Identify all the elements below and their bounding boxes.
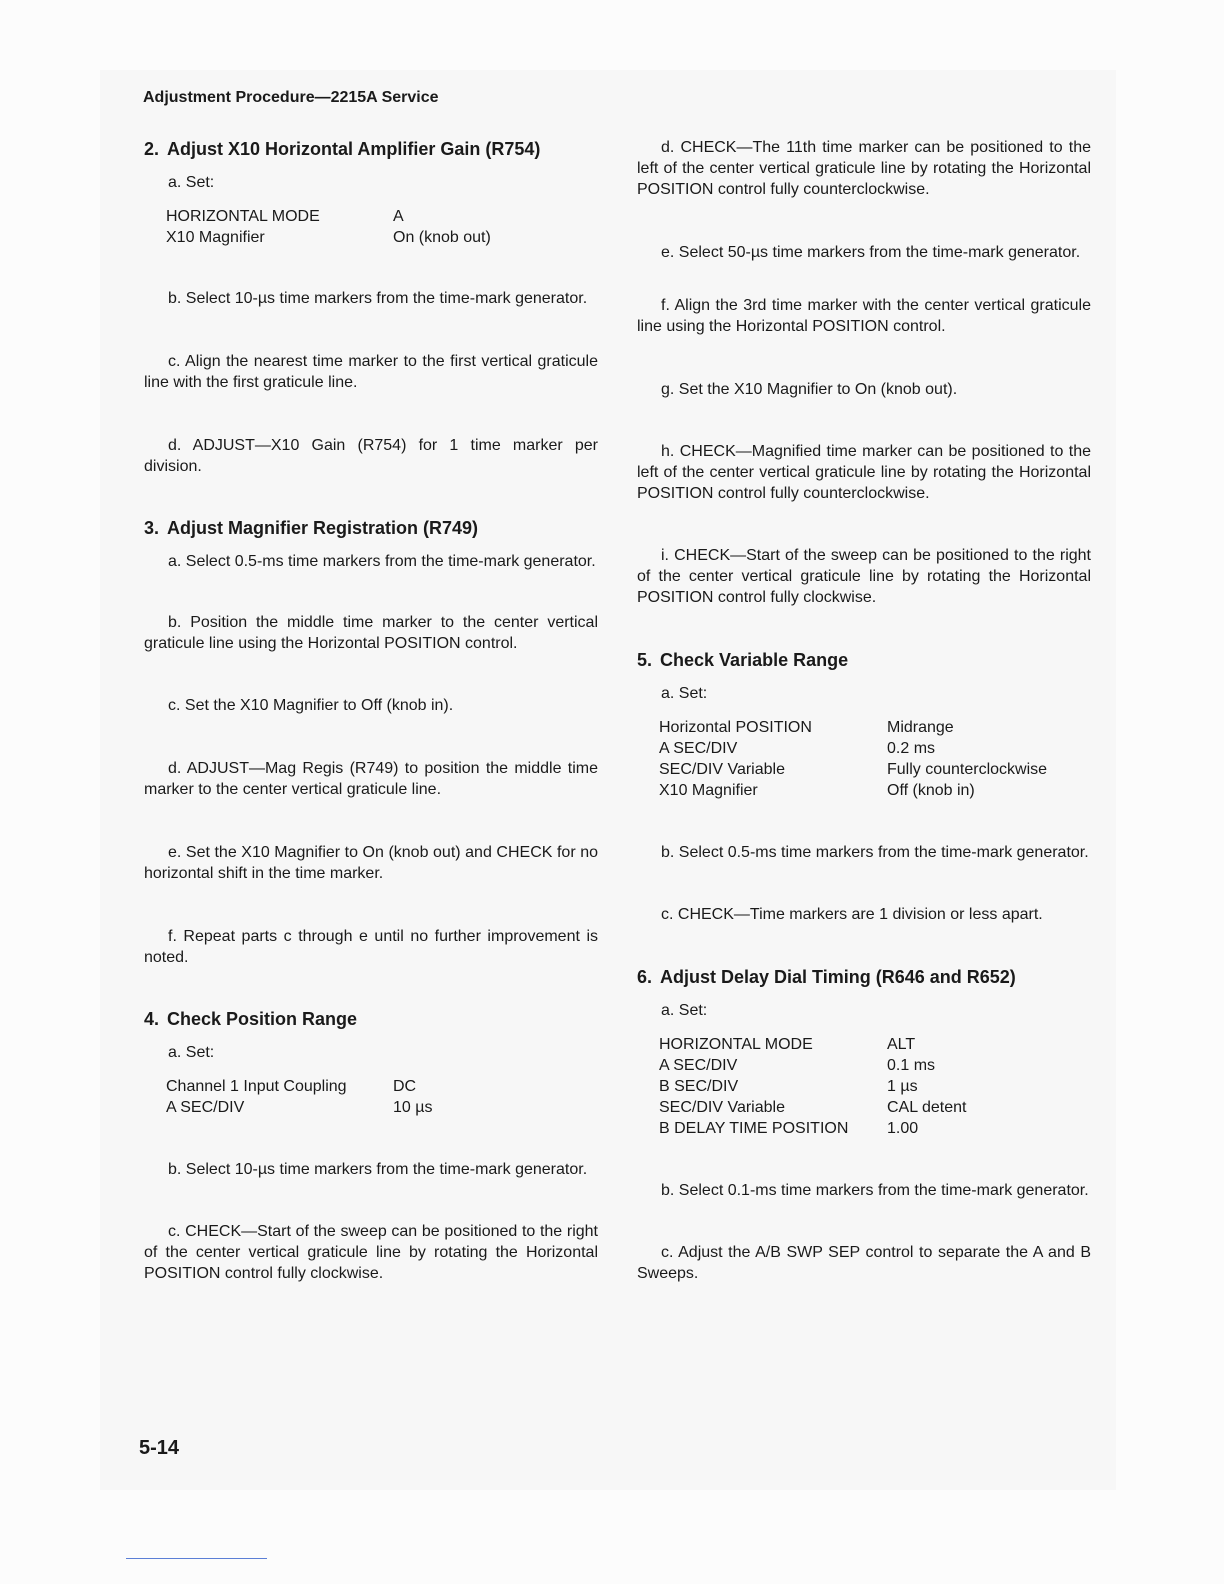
step-2a: a. Set: — [168, 174, 215, 191]
setting-row: Channel 1 Input Coupling DC — [166, 1078, 417, 1095]
step-6b: b. Select 0.1-ms time markers from the time-mark generator. — [661, 1182, 1089, 1199]
section-5-heading: 5. Check Variable Range — [637, 650, 849, 670]
setting-row: A SEC/DIV 0.1 ms — [659, 1057, 936, 1074]
step-6a: a. Set: — [661, 1002, 708, 1019]
running-header: Adjustment Procedure—2215A Service — [143, 89, 439, 106]
step-4e: e. Select 50-µs time markers from the time-mark generator. — [661, 244, 1081, 261]
step-4d: d. CHECK—The 11th time marker can be positioned to the left of the center vertical graticule line by rotating the Horizontal POSITION control fully counterclockwise. — [637, 139, 1091, 198]
step-4i: i. CHECK—Start of the sweep can be positioned to the right of the center vertical graticule line by rotating the Horizontal POSITION control fully clockwise. — [637, 547, 1091, 606]
setting-row: A SEC/DIV 10 µs — [166, 1099, 433, 1116]
section-6-heading: 6. Adjust Delay Dial Timing (R646 and R652) — [637, 967, 1016, 987]
step-3f: f. Repeat parts c through e until no further improvement is noted. — [144, 928, 598, 966]
step-2c: c. Align the nearest time marker to the first vertical graticule line with the first graticule line. — [144, 353, 598, 391]
step-4a: a. Set: — [168, 1044, 215, 1061]
settings-table-4 — [166, 1076, 432, 1118]
setting-row: X10 Magnifier On (knob out) — [166, 229, 491, 246]
setting-row: X10 Magnifier Off (knob in) — [659, 782, 975, 799]
setting-row: SEC/DIV Variable Fully counterclockwise — [659, 761, 1048, 778]
settings-table-6 — [659, 1034, 966, 1139]
step-3b: b. Position the middle time marker to the center vertical graticule line using the Horizontal POSITION control. — [144, 614, 598, 652]
settings-table-5 — [659, 717, 1047, 801]
settings-table-2 — [166, 206, 491, 248]
section-4-heading: 4. Check Position Range — [144, 1009, 358, 1029]
step-3e: e. Set the X10 Magnifier to On (knob out) and CHECK for no horizontal shift in the time marker. — [144, 844, 598, 882]
setting-row: B SEC/DIV 1 µs — [659, 1078, 918, 1095]
setting-row: B DELAY TIME POSITION 1.00 — [659, 1120, 919, 1137]
step-3d: d. ADJUST—Mag Regis (R749) to position the middle time marker to the center vertical graticule line. — [144, 760, 598, 798]
step-4f: f. Align the 3rd time marker with the center vertical graticule line using the Horizontal POSITION control. — [637, 297, 1091, 335]
step-5c: c. CHECK—Time markers are 1 division or less apart. — [661, 906, 1043, 923]
step-4g: g. Set the X10 Magnifier to On (knob out). — [661, 381, 958, 398]
step-2b: b. Select 10-µs time markers from the time-mark generator. — [168, 290, 588, 307]
section-3-heading: 3. Adjust Magnifier Registration (R749) — [144, 518, 479, 538]
step-3c: c. Set the X10 Magnifier to Off (knob in). — [168, 697, 454, 714]
step-3a: a. Select 0.5-ms time markers from the time-mark generator. — [168, 553, 596, 570]
step-2d: d. ADJUST—X10 Gain (R754) for 1 time marker per division. — [144, 437, 598, 475]
right-column — [637, 137, 1091, 1284]
setting-row: A SEC/DIV 0.2 ms — [659, 740, 936, 757]
step-4h: h. CHECK—Magnified time marker can be positioned to the left of the center vertical graticule line by rotating the Horizontal POSITION control fully counterclockwise. — [637, 443, 1091, 502]
step-5b: b. Select 0.5-ms time markers from the time-mark generator. — [661, 844, 1089, 861]
setting-row: HORIZONTAL MODE ALT — [659, 1036, 916, 1053]
section-2-heading: 2. Adjust X10 Horizontal Amplifier Gain (R754) — [144, 139, 541, 159]
step-4c: c. CHECK—Start of the sweep can be positioned to the right of the center vertical graticule line by rotating the Horizontal POSITION control fully clockwise. — [144, 1223, 598, 1282]
step-6c: c. Adjust the A/B SWP SEP control to separate the A and B Sweeps. — [637, 1244, 1091, 1282]
page-number: 5-14 — [139, 1437, 180, 1459]
setting-row: Horizontal POSITION Midrange — [659, 719, 954, 736]
setting-row: SEC/DIV Variable CAL detent — [659, 1099, 967, 1116]
step-5a: a. Set: — [661, 685, 708, 702]
setting-row: HORIZONTAL MODE A — [166, 208, 404, 225]
step-4b: b. Select 10-µs time markers from the time-mark generator. — [168, 1161, 588, 1178]
left-column — [144, 138, 598, 1284]
footer-link-underline — [126, 1558, 267, 1559]
